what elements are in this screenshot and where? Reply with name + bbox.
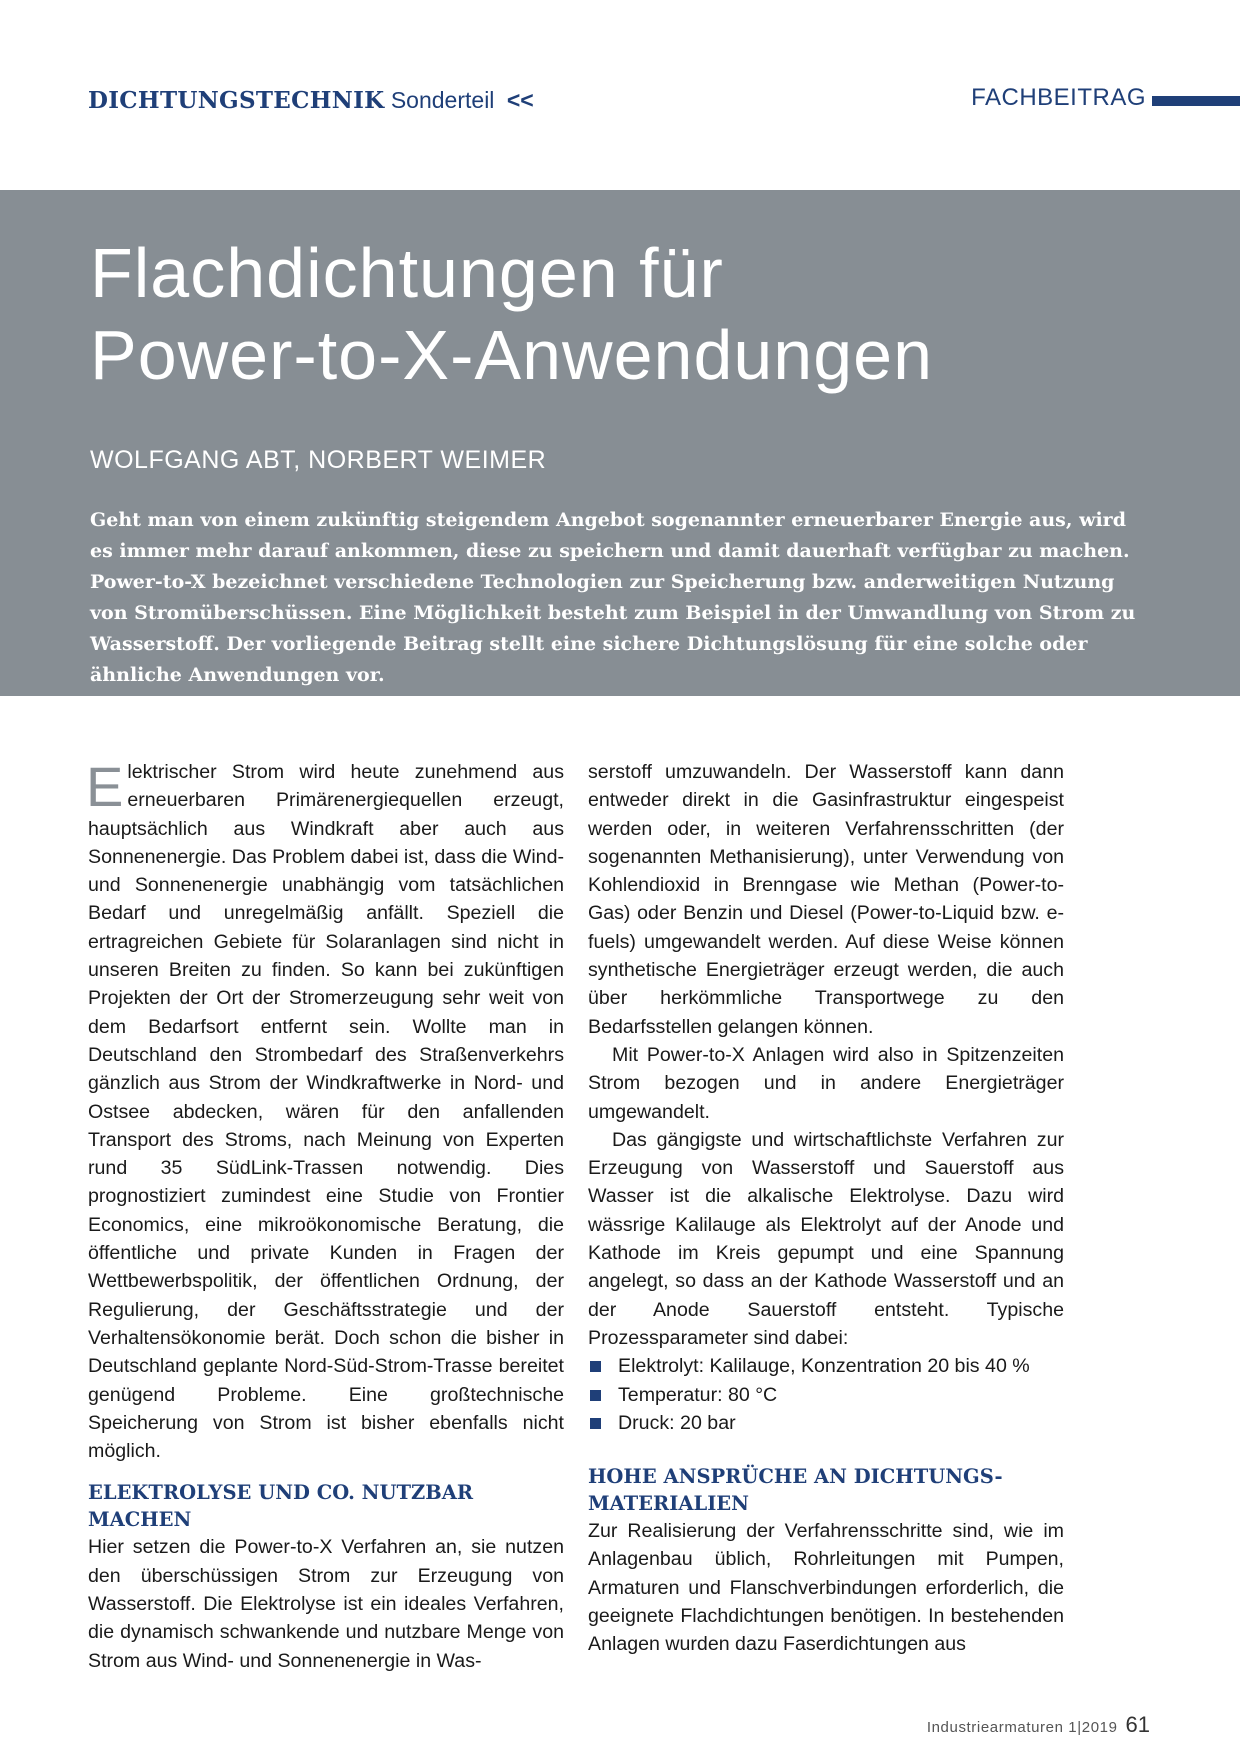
article-title-line-2: Power-to-X-Anwendungen <box>90 316 934 394</box>
paragraph-3: serstoff umzuwandeln. Der Wasserstoff kann dann entweder direkt in die Gasinfrastruktur eingespeist werden oder, in weiteren Verfahrensschritten (der sogenannten Methanisierung), unter Verwendung von Kohlendioxid in Brenngase wie Methan (Power-to-Gas) oder Benzin und Diesel (Power-to-Liquid bzw. e-fuels) umgewandelt werden. Auf diese Weise können synthetische Energieträger erzeugt werden, die auch über herkömmliche Transportwege zu den Bedarfsstellen gelangen können. <box>588 761 1064 1038</box>
paragraph-2: Hier setzen die Power-to-X Verfahren an, sie nutzen den überschüssigen Strom zur Erzeugung von Wasserstoff. Die Elektrolyse ist ein ideales Verfahren, die dynamisch schwankende und nutzbare Menge von Strom aus Wind- und Sonnenenergie in Was- <box>88 1536 564 1672</box>
page-number: 61 <box>1125 1712 1150 1737</box>
section-subname: Sonderteil <box>390 87 495 113</box>
body-column-right <box>588 758 1064 1659</box>
drop-cap: E <box>86 755 124 818</box>
list-item: Druck: 20 bar <box>588 1409 1064 1437</box>
paragraph-6: Zur Realisierung der Verfahrensschritte sind, wie im Anlagenbau üblich, Rohrleitungen mit Pumpen, Armaturen und Flanschverbindungen erforderlich, die geeignete Flachdichtungen benötigen. In bestehenden Anlagen wurden dazu Faserdichtungen aus <box>588 1520 1064 1656</box>
publication-info: Industriearmaturen 1|2019 <box>926 1719 1118 1736</box>
list-item: Temperatur: 80 °C <box>588 1381 1064 1409</box>
article-authors: WOLFGANG ABT, NORBERT WEIMER <box>90 446 547 474</box>
paragraph-4: Mit Power-to-X Anlagen wird also in Spitzenzeiten Strom bezogen und in andere Energieträger umgewandelt. <box>588 1043 1064 1123</box>
paragraph-5: Das gängigste und wirtschaftlichste Verfahren zur Erzeugung von Wasserstoff und Sauerstoff aus Wasser ist die alkalische Elektrolyse. Dazu wird wässrige Kalilauge als Elektrolyt auf der Anode und Kathode im Kreis gepumpt und eine Spannung angelegt, so dass an der Kathode Wasserstoff und an der Anode Sauerstoff entsteht. Typische Prozessparameter sind dabei: <box>588 1128 1064 1349</box>
page-footer <box>927 1712 1150 1738</box>
body-column-left <box>86 755 564 1675</box>
subheading-dichtungsmaterialien: HOHE ANSPRÜCHE AN DICHTUNGS-MATERIALIEN <box>588 1465 1003 1516</box>
section-arrows: << <box>506 87 534 113</box>
paragraph-intro <box>86 755 564 1465</box>
parameter-list <box>588 1352 1064 1437</box>
article-title <box>90 232 1190 396</box>
subheading-elektrolyse: ELEKTROLYSE UND CO. NUTZBAR MACHEN <box>88 1481 474 1532</box>
section-header <box>88 86 534 115</box>
category-label: FACHBEITRAG <box>971 84 1146 111</box>
category-bar <box>1152 96 1240 106</box>
list-item: Elektrolyt: Kalilauge, Konzentration 20 bis 40 % <box>588 1352 1064 1380</box>
section-name: DICHTUNGSTECHNIK <box>88 87 385 114</box>
paragraph-intro-text: lektrischer Strom wird heute zunehmend aus erneuerbaren Primärenergiequellen erzeugt, hauptsächlich aus Windkraft aber auch aus Sonnenenergie. Das Problem dabei ist, dass die Wind- und Sonnenenergie unabhängig vom tatsächlichen Bedarf und unregelmäßig anfällt. Speziell die ertragreichen Gebiete für Solaranlagen sind nicht in unseren Breiten zu finden. So kann bei zukünftigen Projekten der Ort der Stromerzeugung sehr weit von dem Bedarfsort entfernt sein. Wollte man in Deutschland den Strombedarf des Straßenverkehrs gänzlich aus Strom der Windkraftwerke in Nord- und Ostsee abdecken, wären für den anfallenden Transport des Stroms, nach Meinung von Experten rund 35 SüdLink-Trassen notwendig. Dies prognostiziert zumindest eine Studie von Frontier Economics, eine mikroökonomische Beratung, die öffentliche und private Kunden in Fragen der Wettbewerbspolitik, der öffentlichen Ordnung, der Regulierung, der Geschäftsstrategie und der Verhaltensökonomie berät. Doch schon die bisher in Deutschland geplante Nord-Süd-Strom-Trasse bereitet genügend Probleme. Eine großtechnische Speicherung von Strom ist bisher ebenfalls nicht möglich. <box>88 761 564 1463</box>
article-abstract: Geht man von einem zukünftig steigendem Angebot sogenannter erneuerbarer Energie aus, wird es immer mehr darauf ankommen, diese zu speichern und damit dauerhaft verfügbar zu machen. Power-to-X bezeichnet verschiedene Technologien zur Speicherung bzw. anderweitigen Nutzung von Stromüberschüssen. Eine Möglichkeit besteht zum Beispiel in der Umwandlung von Strom zu Wasserstoff. Der vorliegende Beitrag stellt eine sichere Dichtungslösung für eine solche oder ähnliche Anwendungen vor. <box>90 509 1136 686</box>
article-title-line-1: Flachdichtungen für <box>90 234 724 312</box>
